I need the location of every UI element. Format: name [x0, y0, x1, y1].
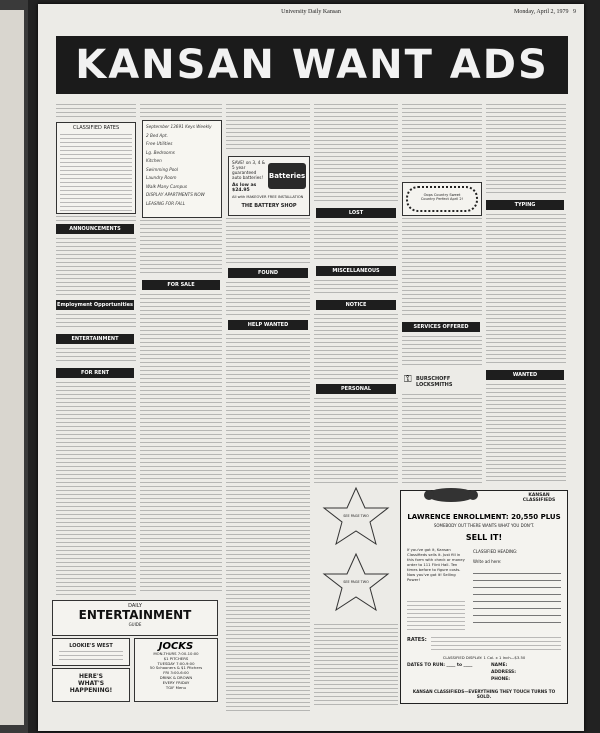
heading-for-rent: FOR RENT	[56, 368, 134, 378]
heading-help-wanted: HELP WANTED	[228, 320, 308, 330]
star-graphics	[318, 486, 394, 616]
enrollment-form: KANSAN CLASSIFIEDS LAWRENCE ENROLLMENT: 20,550 PLUS SOMEBODY OUT THERE WANTS WHAT YOU DON'T. SELL IT! If you've got it, Kansan Classifieds sells it. Just fill in this form with check or money order to 111 Flint Hall. Ten times before to figure costs. Now you've got it! Selling Power! CLASSIFIED HEADING: Write ad here: RATES: CLASSIFIED DISPLAY: 1 Col. x 1 Inch—$3.50 DATES TO RUN: ____ to ____ NAME: ADDRESS: PHONE: KANSAN CLASSIFIEDS—EVERYTHING THEY TOUCH TURNS TO SOLD.	[400, 490, 568, 704]
apartment-ad: September 13691 Keys Weekly 2 Bed Apt. Free Utilities Lg. Bedrooms Kitchen Swimming Pool Laundry Room Walk Many Campus DISPLAY APARTMENTS NOW LEASING FOR FALL	[142, 120, 222, 218]
heading-lost: LOST	[316, 208, 396, 218]
heading-employment: Employment Opportunities	[57, 302, 133, 308]
newspaper-page: University Daily Kansan Monday, April 2, 1979 9 KANSAN WANT ADS CLASSIFIED RATES ANNOUNCEMENTS Employment Opportunities ENTERTAINMENT FOR RENT September 13691 Keys Weekly 2 Bed Apt. Free Utilities Lg. Bedrooms Kitchen Swimming Pool Laundry Room Walk Many Campus DISPLAY APARTMENTS NOW LEASING FOR FALL FOR SALE SAVE! on 3, 4 & 5 year guaranteed auto batteries! As low as $24.95 Batteries All with MAKEOVER FREE INSTALLATION THE BATTERY SHOP FOUND HELP WANTED LOST MISCELLANEOUS NOTICE PERSONAL SEE PAGE TWO SEE PAGE TWO Oops Country Sweet Country Perfect April 2! SERVICES OFFERED ⚿ BURSCHOFF LOCKSMITHS TYPING WANTED DAILY ENTERTAINMENT GUIDE LOOKIE'S WEST HERE'S WHAT'S HAPPENING! JOCKS MON-THURS 7:00-10:00 $1 PITCHERS TUESDAY 7:00-9:00 50 Schooners & $1 Pitchers FRI 3:00-6:00 DRINK & DROWN EVERY FRIDAY TGIF Menu KANSAN CLASSIFIEDS LAWRENCE ENROLLMENT: 20,550 PLUS SOMEBODY OUT THERE WANTS WHAT YOU DON'T. SELL IT! If you've got it, Kansan Classifieds sells it. Just fill in this form with check or money order to 111 Flint Hall. Ten times before to figure costs. Now you've got it! Selling Power! CLASSIFIED HEADING: Write ad here: RATES: CLASSIFIED DISPLAY: 1 Col. x 1 Inch—$3.50 DATES TO RUN: ____ to ____ NAME: ADDRESS: PHONE: KANSAN CLASSIFIEDS—EVERYTHING THEY TOUCH TURNS TO SOLD.	[38, 4, 584, 731]
heading-found: FOUND	[228, 268, 308, 278]
heading-entertainment: ENTERTAINMENT	[56, 334, 134, 344]
heading-announcements: ANNOUNCEMENTS	[56, 224, 134, 234]
dots-ad: Oops Country Sweet Country Perfect April 2!	[402, 182, 482, 216]
heading-personal: PERSONAL	[316, 384, 396, 394]
heres-whats-happening-ad: HERE'S WHAT'S HAPPENING!	[52, 668, 130, 702]
ad-write-lines[interactable]	[473, 567, 561, 623]
heading-wanted: WANTED	[486, 370, 564, 380]
key-icon: ⚿	[404, 374, 412, 385]
battery-icon: Batteries	[268, 163, 306, 189]
banner-title: KANSAN WANT ADS	[56, 36, 568, 94]
page-date: Monday, April 2, 1979 9	[514, 9, 576, 15]
lookies-ad: LOOKIE'S WEST	[52, 638, 130, 666]
battery-ad: SAVE! on 3, 4 & 5 year guaranteed auto batteries! As low as $24.95 Batteries All with MAKEOVER FREE INSTALLATION THE BATTERY SHOP	[228, 156, 310, 216]
heading-typing: TYPING	[486, 200, 564, 210]
rates-box: CLASSIFIED RATES	[56, 122, 136, 214]
paper-name: University Daily Kansan	[281, 9, 341, 15]
heading-for-sale: FOR SALE	[142, 280, 220, 290]
page-header	[38, 7, 584, 21]
adjacent-page	[0, 10, 24, 725]
jocks-ad: JOCKS MON-THURS 7:00-10:00 $1 PITCHERS TUESDAY 7:00-9:00 50 Schooners & $1 Pitchers FRI 3:00-6:00 DRINK & DROWN EVERY FRIDAY TGIF Menu	[134, 638, 218, 702]
entertainment-guide: DAILY ENTERTAINMENT GUIDE	[52, 600, 218, 636]
eagle-logo	[421, 485, 481, 503]
heading-miscellaneous: MISCELLANEOUS	[316, 266, 396, 276]
locksmith-ad: ⚿ BURSCHOFF LOCKSMITHS	[404, 374, 453, 388]
heading-services-offered: SERVICES OFFERED	[402, 322, 480, 332]
heading-notice: NOTICE	[316, 300, 396, 310]
